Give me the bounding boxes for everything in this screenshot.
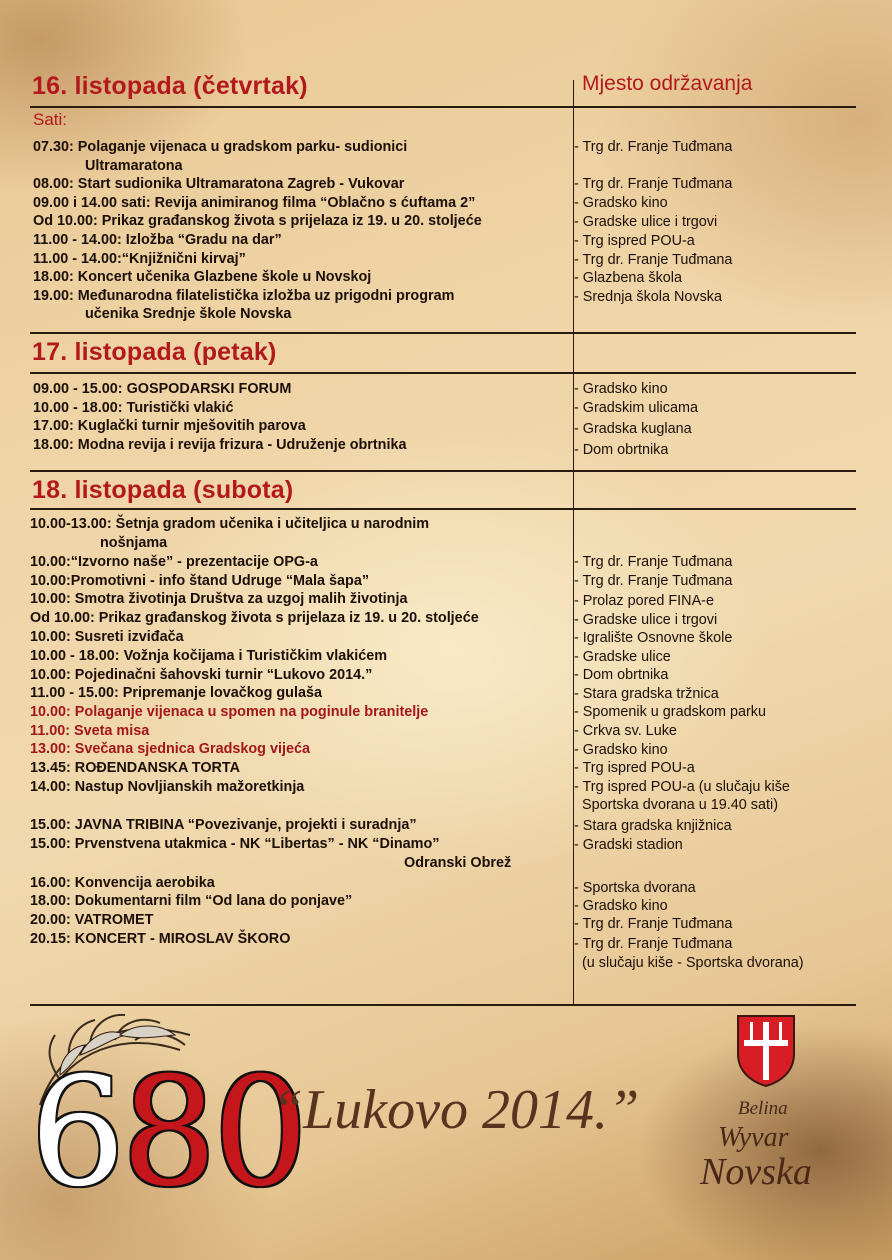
coat-of-arms-icon [736, 1014, 796, 1088]
divider-day2-top [30, 332, 856, 334]
event-item: 10.00 - 18.00: Turistički vlakić [33, 399, 234, 416]
day-heading-16: 16. listopada (četvrtak) [32, 72, 308, 100]
event-item: 13.45: ROĐENDANSKA TORTA [30, 760, 241, 776]
event-item: 11.00 - 15.00: Pripremanje lovačkog gulaša [30, 685, 322, 701]
venue-item: - Trg ispred POU-a [574, 760, 695, 776]
venue-item: - Stara gradska tržnica [574, 686, 719, 702]
venue-item: - Crkva sv. Luke [574, 723, 677, 739]
venue-item: Sportska dvorana u 19.40 sati) [574, 797, 778, 813]
venue-item: - Gradska kuglana [574, 421, 692, 437]
venue-item: - Gradsko kino [574, 898, 668, 914]
venue-item: - Dom obrtnika [574, 667, 669, 683]
event-item: 07.30: Polaganje vijenaca u gradskom parku- sudionici Ultramaratona [33, 139, 408, 174]
venue-column-title: Mjesto održavanja [582, 72, 753, 95]
event-item: 15.00: JAVNA TRIBINA “Povezivanje, projekti i suradnja” [30, 817, 417, 833]
divider-day3 [30, 508, 856, 510]
event-item: 18.00: Dokumentarni film “Od lana do ponjave” [30, 893, 353, 909]
venue-item: - Gradski stadion [574, 837, 683, 853]
event-item: 10.00: Polaganje vijenaca u spomen na poginule branitelje [30, 704, 429, 720]
venue-item: - Trg dr. Franje Tuđmana [574, 554, 733, 570]
anniversary-number-rest: 80 [121, 1046, 305, 1220]
venue-item: - Trg dr. Franje Tuđmana [574, 139, 733, 155]
venue-item: - Prolaz pored FINA-e [574, 593, 714, 609]
event-item: 14.00: Nastup Novljianskih mažoretkinja [30, 779, 305, 795]
venue-item: - Sportska dvorana [574, 880, 696, 896]
anniversary-number [30, 1046, 305, 1220]
event-item: 17.00: Kuglački turnir mješovitih parova [33, 418, 306, 435]
venue-item: - Gradsko kino [574, 195, 668, 211]
event-item: 11.00 - 14.00:“Knjižnični kirvaj” [33, 250, 246, 267]
venue-item: - Trg dr. Franje Tuđmana [574, 936, 733, 952]
event-item: 18.00: Koncert učenika Glazbene škole u Novskoj [33, 269, 372, 286]
event-item: 10.00:Promotivni - info štand Udruge “Mala šapa” [30, 573, 370, 589]
event-item: 20.15: KONCERT - MIROSLAV ŠKORO [30, 931, 291, 947]
venue-item: - Trg ispred POU-a [574, 233, 695, 249]
event-item: 10.00: Pojedinačni šahovski turnir “Lukovo 2014.” [30, 667, 373, 683]
venue-item: - Glazbena škola [574, 270, 682, 286]
divider-day3-top [30, 470, 856, 472]
venue-item: - Trg dr. Franje Tuđmana [574, 916, 733, 932]
town-line-novska: Novska [700, 1151, 812, 1193]
venue-item: - Stara gradska knjižnica [574, 818, 732, 834]
venue-item: - Trg ispred POU-a (u slučaju kiše [574, 779, 790, 795]
event-item: Od 10.00: Prikaz građanskog života s prijelaza iz 19. u 20. stoljeće [33, 213, 482, 230]
venue-item: - Gradsko kino [574, 742, 668, 758]
venue-item: - Trg dr. Franje Tuđmana [574, 252, 733, 268]
divider-day2 [30, 372, 856, 374]
anniversary-number-first: 6 [30, 1046, 122, 1220]
event-item: 10.00: Smotra životinja Društva za uzgoj malih životinja [30, 591, 408, 607]
event-item: 18.00: Modna revija i revija frizura - Udruženje obrtnika [33, 436, 407, 453]
venue-item: - Gradske ulice [574, 649, 671, 665]
day2-events [33, 380, 563, 454]
event-item: 10.00-13.00: Šetnja gradom učenika i učiteljica u narodnim nošnjama [30, 516, 430, 551]
event-item: 10.00: Susreti izviđača [30, 629, 184, 645]
event-item: 10.00:“Izvorno naše” - prezentacije OPG-a [30, 554, 318, 570]
venue-item: (u slučaju kiše - Sportska dvorana) [574, 955, 804, 971]
event-item: 13.00: Svečana sjednica Gradskog vijeća [30, 741, 310, 757]
day1-events [33, 138, 563, 324]
event-item: 10.00 - 18.00: Vožnja kočijama i Turističkim vlakićem [30, 648, 388, 664]
venue-item: - Gradsko kino [574, 381, 668, 397]
venue-item: - Spomenik u gradskom parku [574, 704, 766, 720]
venue-item: - Trg dr. Franje Tuđmana [574, 573, 733, 589]
event-item: 19.00: Međunarodna filatelistička izložba uz prigodni program učenika Srednje škole Novska [33, 287, 455, 323]
day-heading-18: 18. listopada (subota) [32, 476, 294, 504]
event-item: 20.00: VATROMET [30, 912, 154, 928]
town-line-wyvar: Wyvar [718, 1122, 789, 1153]
event-item: 08.00: Start sudionika Ultramaratona Zagreb - Vukovar [33, 176, 405, 193]
day-heading-17: 17. listopada (petak) [32, 338, 277, 366]
town-line-belina: Belina [738, 1098, 788, 1119]
event-item: 09.00 i 14.00 sati: Revija animiranog filma “Oblačno s ćuftama 2” [33, 194, 476, 211]
venue-item: - Gradske ulice i trgovi [574, 214, 718, 230]
hours-label: Sati: [33, 110, 68, 129]
event-item: 09.00 - 15.00: GOSPODARSKI FORUM [33, 381, 292, 397]
event-item: 11.00 - 14.00: Izložba “Gradu na dar” [33, 231, 282, 248]
venue-item: - Gradskim ulicama [574, 400, 698, 416]
event-item: 15.00: Prvenstvena utakmica - NK “Libertas” - NK “Dinamo” Odranski Obrež [30, 836, 512, 871]
event-item: 11.00: Sveta misa [30, 723, 150, 739]
divider-day1 [30, 106, 856, 108]
event-title: “Lukovo 2014.” [272, 1079, 640, 1141]
venue-item: - Srednja škola Novska [574, 289, 722, 305]
venue-item: - Igralište Osnovne škole [574, 630, 733, 646]
venue-item: - Gradske ulice i trgovi [574, 612, 718, 628]
venue-item: - Trg dr. Franje Tuđmana [574, 176, 733, 192]
venue-item: - Dom obrtnika [574, 442, 669, 458]
event-item: 16.00: Konvencija aerobika [30, 875, 215, 891]
event-item: Od 10.00: Prikaz građanskog života s prijelaza iz 19. u 20. stoljeće [30, 610, 479, 626]
